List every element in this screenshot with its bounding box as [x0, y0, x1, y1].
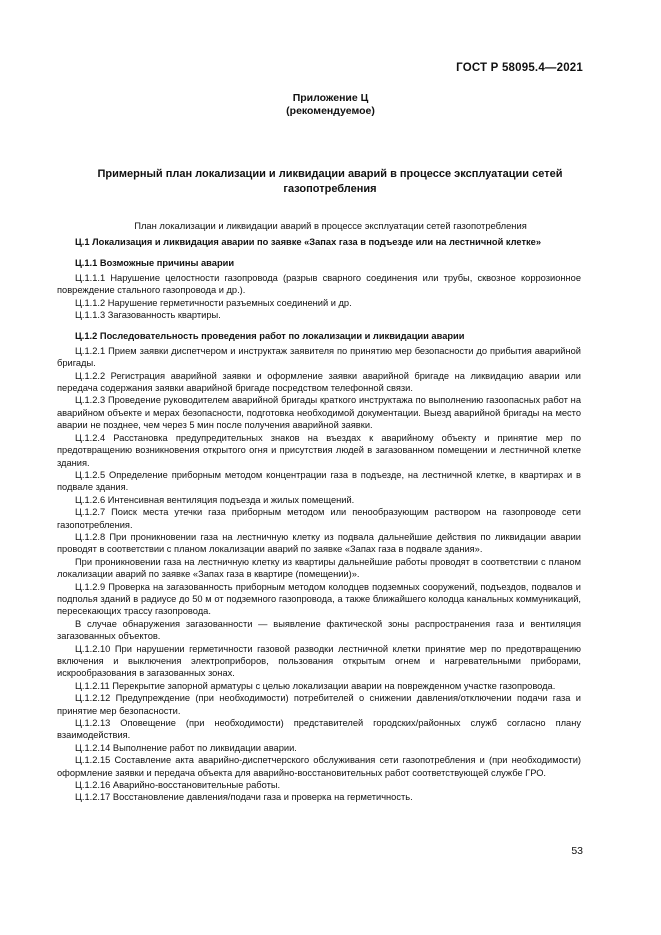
paragraph: Ц.1.2.14 Выполнение работ по ликвидации аварии. [75, 742, 297, 753]
paragraph: Ц.1.2.4 Расстановка предупредительных знаков на въездах к аварийному объекту и принятие мер по предотвращению возникновения открытого огня и присутствия людей в загазованном помещении и лестничной клетке здания. [57, 432, 581, 468]
document-body [57, 236, 581, 804]
paragraph: При проникновении газа на лестничную клетку из квартиры дальнейшие работы проводят в соответствии с планом локализации аварий по заявке «Запах газа в квартире (помещении)». [57, 556, 581, 580]
paragraph: Ц.1.2.3 Проведение руководителем аварийной бригады краткого инструктажа по выполнению газоопасных работ на аварийном объекте и мерах безопасности, подготовка необходимой документации. Выезд аварийной бригады на место аварии не позднее, чем через 5 мин после получения аварийной заявки. [57, 395, 581, 431]
main-title: Примерный план локализации и ликвидации аварий в процессе эксплуатации сетей газопотребления [97, 168, 563, 195]
paragraph: Ц.1.2.2 Регистрация аварийной заявки и оформление заявки аварийной бригаде на ликвидацию аварии или передача содержания заявки аварийной бригаде посредством телефонной связи. [57, 370, 581, 394]
appendix-subtitle: (рекомендуемое) [286, 105, 375, 117]
standard-code: ГОСТ Р 58095.4—2021 [456, 62, 583, 74]
paragraph: Ц.1.2.11 Перекрытие запорной арматуры с целью локализации аварии на поврежденном участке газопровода. [75, 680, 556, 691]
paragraph: Ц.1.2.16 Аварийно-восстановительные работы. [75, 780, 281, 791]
page-number: 53 [571, 845, 583, 857]
paragraph: Ц.1.1.3 Загазованность квартиры. [75, 310, 221, 321]
subsection-heading: Ц.1.2 Последовательность проведения работ по локализации и ликвидации аварии [75, 331, 465, 342]
appendix-heading [0, 92, 661, 118]
paragraph: Ц.1.2.6 Интенсивная вентиляция подъезда и жилых помещений. [75, 494, 355, 505]
paragraph: Ц.1.1.2 Нарушение герметичности разъемных соединений и др. [75, 297, 352, 308]
paragraph: Ц.1.2.5 Определение приборным методом концентрации газа в подъезде, на лестничной клетке, в квартирах и в подвале здания. [57, 469, 581, 493]
paragraph: Ц.1.2.12 Предупреждение (при необходимости) потребителей о снижении давления/отключении подачи газа и принятие мер безопасности. [57, 693, 581, 716]
subsection-heading: Ц.1.1 Возможные причины аварии [75, 258, 235, 269]
paragraph: Ц.1.2.15 Составление акта аварийно-диспетчерского обслуживания сети газопотребления и (при необходимости) оформление заявки и передача объекта для аварийно-восстановительных работ соответствующей службе ГРО. [57, 755, 581, 778]
paragraph: Ц.1.2.9 Проверка на загазованность приборным методом колодцев подземных сооружений, подъездов, подвалов и подполья зданий в радиусе до 50 м от подземного газопровода, а также ближайшего колодца канальных коммуникаций, пересекающих трассу газопровода. [57, 581, 581, 617]
paragraph: Ц.1.2.17 Восстановление давления/подачи газа и проверка на герметичность. [75, 792, 413, 803]
appendix-title: Приложение Ц [292, 92, 369, 104]
paragraph: Ц.1.2.1 Прием заявки диспетчером и инструктаж заявителя по принятию мер безопасности до прибытия аварийной бригады. [57, 345, 581, 369]
paragraph: Ц.1.1.1 Нарушение целостности газопровода (разрыв сварного соединения или трубы, сквозное коррозионное повреждение стального газопровода и др.). [57, 272, 581, 296]
paragraph: Ц.1.2.13 Оповещение (при необходимости) представителей городских/районных служб согласно плану взаимодействия. [57, 718, 581, 741]
paragraph: Ц.1.2.7 Поиск места утечки газа приборным методом или пенообразующим раствором на газопроводе сети газопотребления. [57, 507, 581, 530]
section-heading: Ц.1 Локализация и ликвидация аварии по заявке «Запах газа в подъезде или на лестничной клетке» [75, 237, 542, 247]
paragraph: Ц.1.2.10 При нарушении герметичности газовой разводки лестничной клетки принятие мер по предотвращению включения и выключения электроприборов, пользования открытым огнем и нагревательными приборами, искрообразования в загазованных зонах. [57, 643, 581, 679]
paragraph: В случае обнаружения загазованности — выявление фактической зоны распространения газа и вентиляция загазованных объектов. [57, 618, 581, 642]
plan-title: План локализации и ликвидации аварий в процессе эксплуатации сетей газопотребления [134, 220, 527, 231]
paragraph: Ц.1.2.8 При проникновении газа на лестничную клетку из подвала дальнейшие действия по ликвидации аварии проводят в соответствии с планом локализации аварий по заявке «Запах газа в подвале здания». [57, 531, 581, 555]
